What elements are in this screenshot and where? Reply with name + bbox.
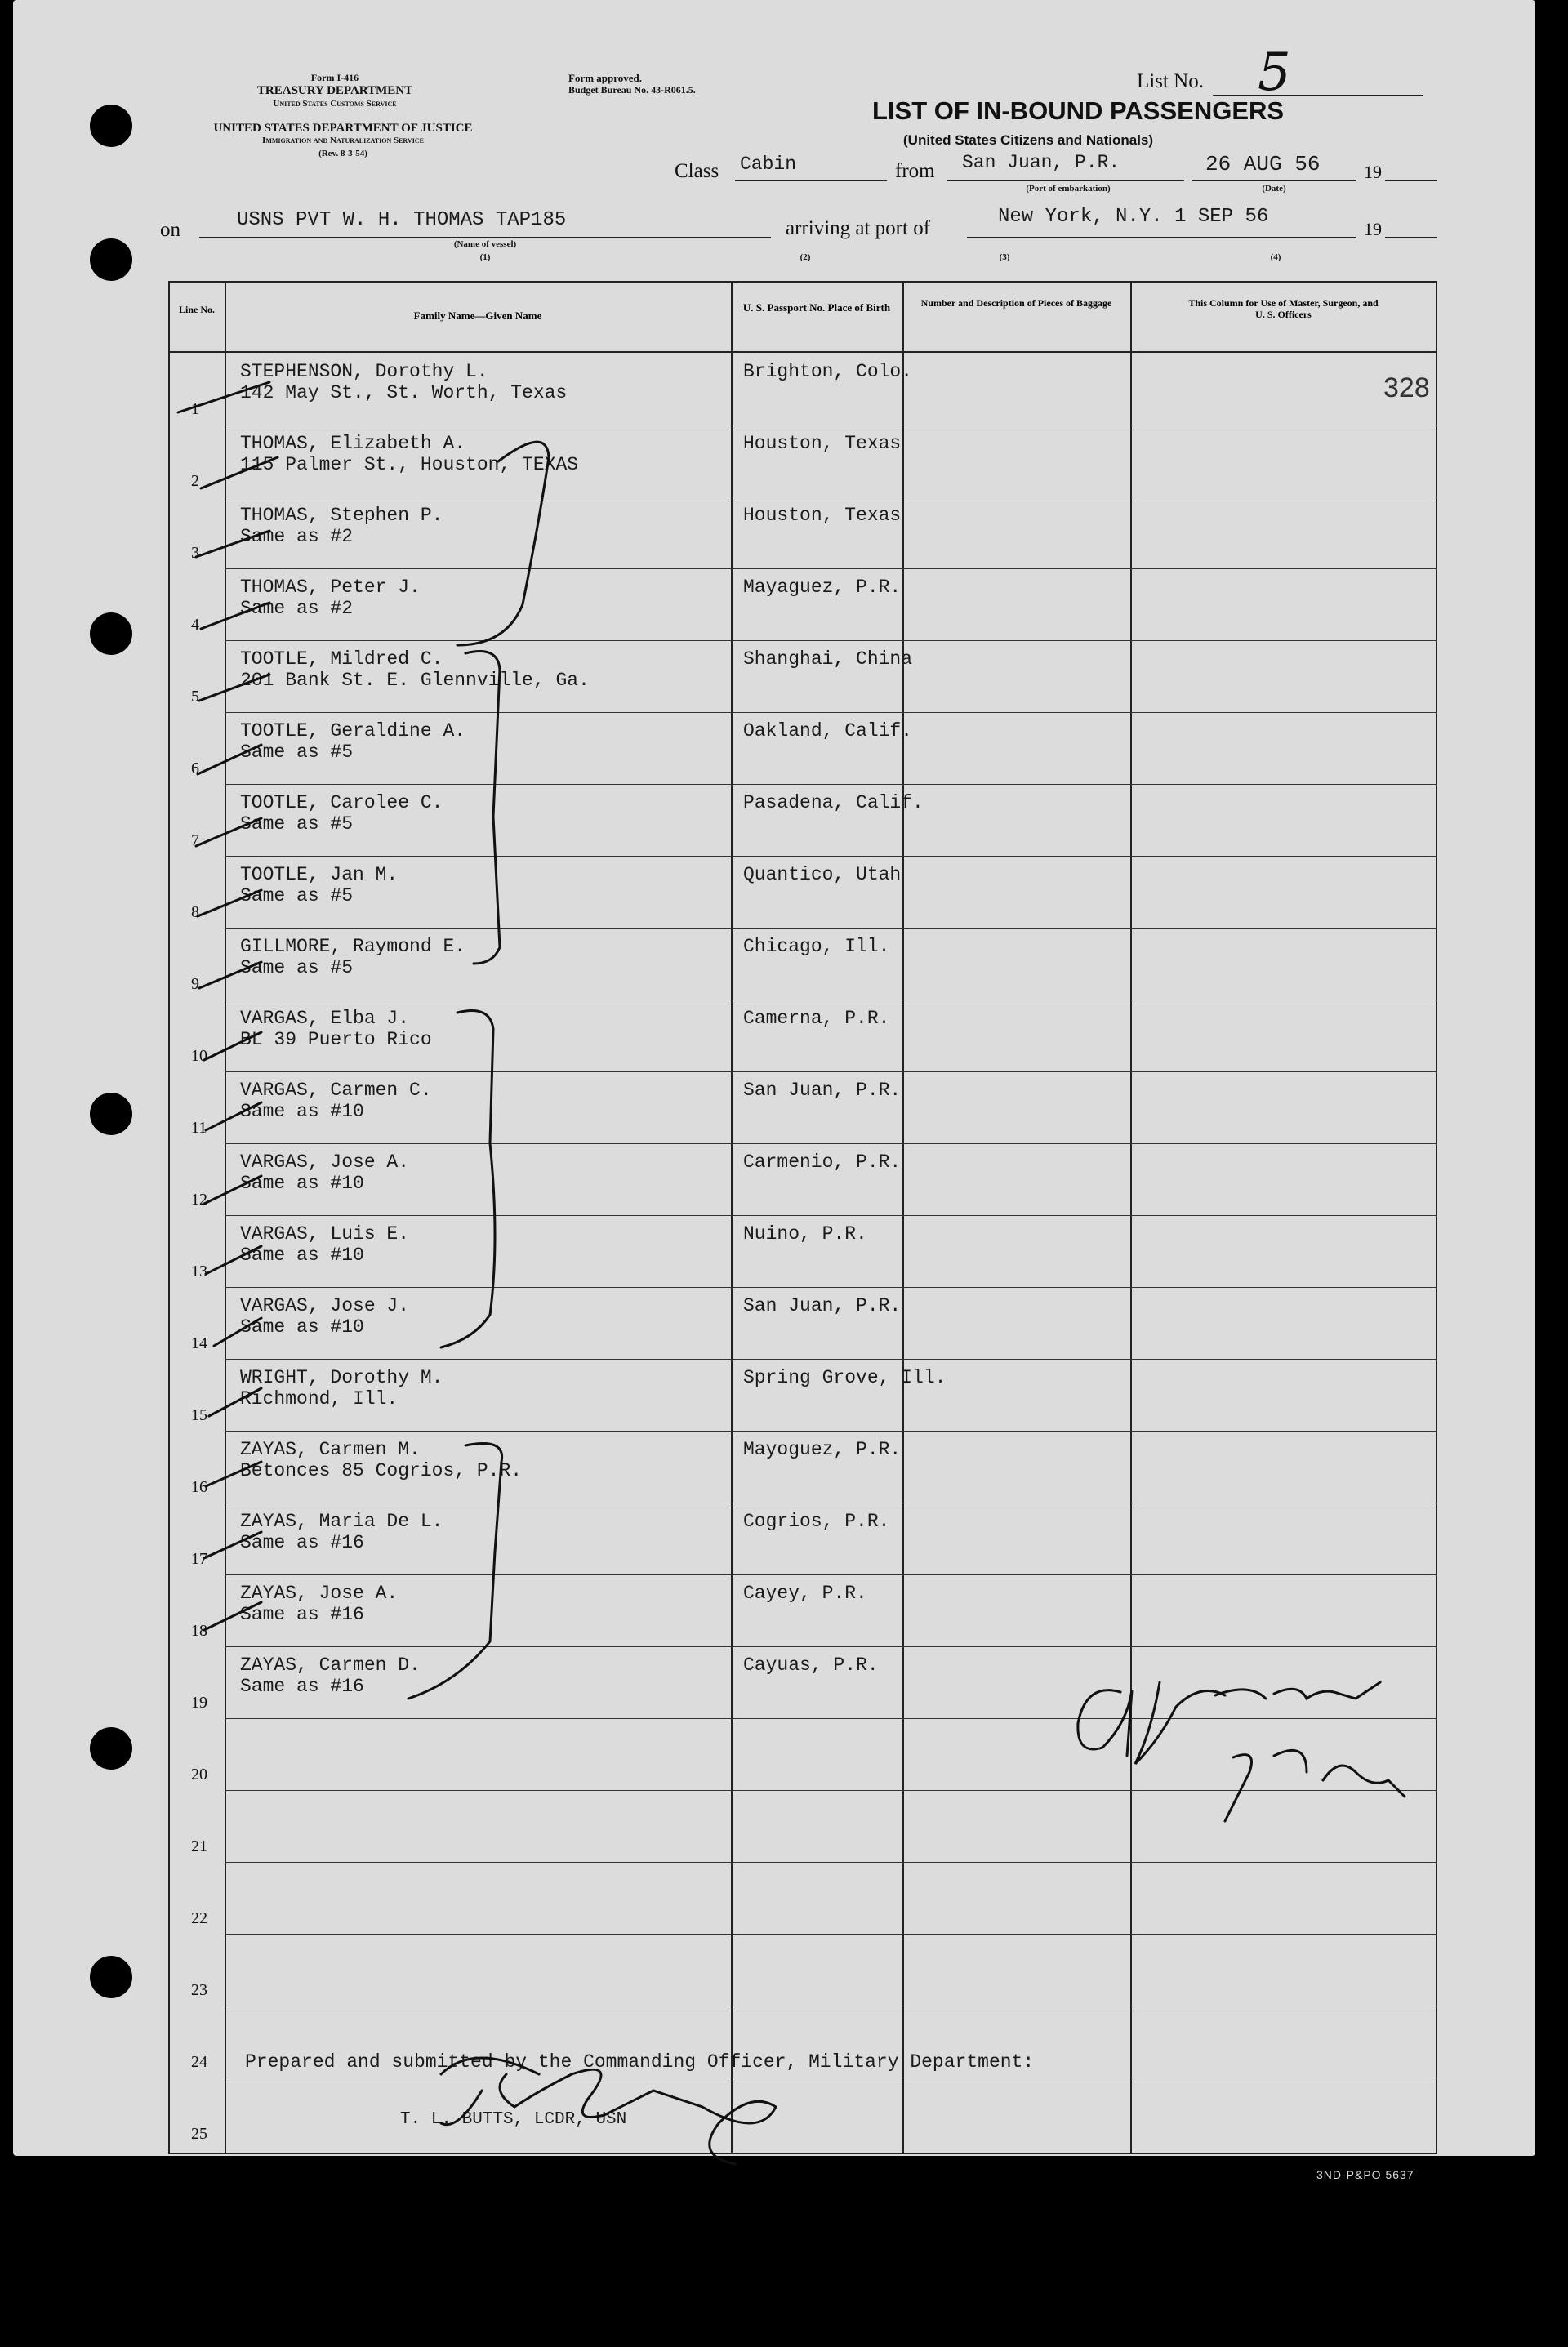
passenger-address: 142 May St., St. Worth, Texas	[240, 382, 568, 403]
col-baggage: Number and Description of Pieces of Baggage	[920, 297, 1112, 309]
passenger-name: ZAYAS, Jose A.	[240, 1583, 399, 1604]
place-of-birth: Quantico, Utah	[743, 864, 902, 885]
line-number: 14	[191, 1334, 207, 1352]
vessel-caption: (Name of vessel)	[453, 239, 517, 249]
year-2: 19	[1364, 219, 1382, 239]
line-number: 11	[191, 1119, 207, 1137]
print-code: 3ND-P&PO 5637	[1316, 2168, 1414, 2181]
port-caption: (Port of embarkation)	[1026, 184, 1111, 194]
passenger-name: STEPHENSON, Dorothy L.	[240, 361, 488, 382]
arrival-port-date: New York, N.Y. 1 SEP 56	[998, 206, 1269, 228]
passenger-name: GILLMORE, Raymond E.	[240, 936, 466, 957]
col3-number: (3)	[999, 252, 1010, 262]
treasury-dept: TREASURY DEPARTMENT	[256, 84, 413, 97]
passenger-address: 201 Bank St. E. Glennville, Ga.	[240, 670, 590, 691]
embark-date: 26 AUG 56	[1205, 152, 1321, 176]
binder-hole	[90, 238, 132, 281]
place-of-birth: Oakland, Calif.	[743, 720, 913, 742]
line-number: 6	[191, 759, 199, 777]
passenger-address: 115 Palmer St., Houston, TEXAS	[240, 454, 579, 475]
place-of-birth: Houston, Texas	[743, 505, 902, 526]
passenger-address: Same as #5	[240, 813, 354, 835]
list-no-label: List No.	[1137, 70, 1204, 92]
passenger-table	[168, 281, 1437, 2154]
port-embarkation: San Juan, P.R.	[962, 152, 1120, 173]
passenger-name: TOOTLE, Carolee C.	[240, 792, 443, 813]
passenger-name: WRIGHT, Dorothy M.	[240, 1367, 443, 1388]
prepared-statement: Prepared and submitted by the Commanding Officer, Military Department:	[245, 2051, 1035, 2073]
on-label: on	[160, 219, 180, 241]
line-number: 5	[191, 688, 199, 706]
line-number: 13	[191, 1263, 207, 1280]
passenger-name: ZAYAS, Carmen M.	[240, 1439, 421, 1460]
arriving-label: arriving at port of	[786, 217, 931, 239]
col-passport: U. S. Passport No. Place of Birth	[742, 301, 891, 314]
line-number: 10	[191, 1047, 207, 1065]
place-of-birth: Shanghai, China	[743, 648, 913, 670]
from-label: from	[895, 160, 935, 182]
place-of-birth: Chicago, Ill.	[743, 936, 890, 957]
passenger-name: VARGAS, Elba J.	[240, 1008, 410, 1029]
line-number: 1	[191, 400, 199, 418]
passenger-address: Same as #5	[240, 742, 354, 763]
passenger-name: VARGAS, Luis E.	[240, 1223, 410, 1245]
passenger-name: VARGAS, Carmen C.	[240, 1080, 432, 1101]
passenger-address: Same as #2	[240, 598, 354, 619]
form-subtitle: (United States Citizens and Nationals)	[903, 132, 1154, 148]
line-number: 12	[191, 1191, 207, 1209]
line-number: 7	[191, 831, 199, 849]
passenger-address: Richmond, Ill.	[240, 1388, 399, 1410]
passenger-name: THOMAS, Stephen P.	[240, 505, 443, 526]
list-no-value: 5	[1258, 42, 1291, 103]
binder-hole	[90, 612, 132, 655]
passenger-name: VARGAS, Jose A.	[240, 1151, 410, 1173]
line-number: 23	[191, 1981, 207, 1999]
passenger-name: THOMAS, Peter J.	[240, 577, 421, 598]
binder-hole	[90, 1956, 132, 1998]
class-value: Cabin	[740, 154, 797, 175]
passenger-address: Same as #2	[240, 526, 354, 547]
vessel-name: USNS PVT W. H. THOMAS TAP185	[237, 209, 567, 231]
passenger-address: Same as #10	[240, 1173, 364, 1194]
line-number: 25	[191, 2125, 207, 2143]
officer-name: T. L. BUTTS, LCDR, USN	[400, 2110, 627, 2129]
binder-hole	[90, 1093, 132, 1135]
line-number: 15	[191, 1406, 207, 1424]
place-of-birth: San Juan, P.R.	[743, 1295, 902, 1316]
passenger-name: ZAYAS, Maria De L.	[240, 1511, 443, 1532]
customs-service: United States Customs Service	[273, 99, 397, 109]
annotation-328: 328	[1383, 372, 1430, 403]
form-title: LIST OF IN-BOUND PASSENGERS	[872, 96, 1285, 125]
binder-hole	[90, 1727, 132, 1770]
line-number: 24	[191, 2053, 207, 2071]
line-number: 20	[191, 1766, 207, 1784]
passenger-address: Same as #5	[240, 885, 354, 906]
place-of-birth: Carmenio, P.R.	[743, 1151, 902, 1173]
place-of-birth: Cayuas, P.R.	[743, 1654, 879, 1676]
passenger-address: Same as #16	[240, 1604, 364, 1625]
justice-dept: UNITED STATES DEPARTMENT OF JUSTICE	[213, 122, 473, 135]
passenger-name: THOMAS, Elizabeth A.	[240, 433, 466, 454]
binder-hole	[90, 105, 132, 147]
passenger-name: ZAYAS, Carmen D.	[240, 1654, 421, 1676]
place-of-birth: Cogrios, P.R.	[743, 1511, 890, 1532]
place-of-birth: Camerna, P.R.	[743, 1008, 890, 1029]
passenger-address: Same as #16	[240, 1676, 364, 1697]
line-number: 16	[191, 1478, 207, 1496]
place-of-birth: Brighton, Colo.	[743, 361, 913, 382]
place-of-birth: Spring Grove, Ill.	[743, 1367, 947, 1388]
passenger-address: Same as #16	[240, 1532, 364, 1553]
place-of-birth: Pasadena, Calif.	[743, 792, 924, 813]
col-name: Family Name—Given Name	[413, 310, 542, 322]
line-number: 17	[191, 1550, 207, 1568]
place-of-birth: Mayoguez, P.R.	[743, 1439, 902, 1460]
place-of-birth: Houston, Texas	[743, 433, 902, 454]
line-number: 21	[191, 1837, 207, 1855]
class-label: Class	[675, 160, 719, 182]
line-number: 19	[191, 1694, 207, 1712]
place-of-birth: Mayaguez, P.R.	[743, 577, 902, 598]
ins-service: Immigration and Naturalization Service	[262, 136, 424, 145]
place-of-birth: San Juan, P.R.	[743, 1080, 902, 1101]
col1-number: (1)	[479, 252, 491, 262]
passenger-address: Betonces 85 Cogrios, P.R.	[240, 1460, 523, 1481]
col-line-no: Line No.	[178, 304, 215, 315]
passenger-address: Same as #5	[240, 957, 354, 978]
form-number: Form I-416	[310, 72, 359, 83]
line-number: 2	[191, 472, 199, 490]
revision: (Rev. 8-3-54)	[318, 149, 368, 158]
passenger-name: TOOTLE, Mildred C.	[240, 648, 443, 670]
place-of-birth: Nuino, P.R.	[743, 1223, 867, 1245]
line-number: 22	[191, 1909, 207, 1927]
col4-number: (4)	[1270, 252, 1281, 262]
line-number: 18	[191, 1622, 207, 1640]
line-number: 4	[191, 616, 199, 634]
date-caption: (Date)	[1262, 184, 1286, 194]
passenger-name: TOOTLE, Jan M.	[240, 864, 399, 885]
budget-bureau: Budget Bureau No. 43-R061.5.	[568, 84, 696, 96]
passenger-address: Same as #10	[240, 1245, 364, 1266]
form-approved: Form approved.	[568, 72, 643, 84]
passenger-address: BL 39 Puerto Rico	[240, 1029, 432, 1050]
passenger-address: Same as #10	[240, 1101, 364, 1122]
passenger-address: Same as #10	[240, 1316, 364, 1338]
col2-number: (2)	[800, 252, 811, 262]
line-number: 3	[191, 544, 199, 562]
line-number: 9	[191, 975, 199, 993]
passenger-name: TOOTLE, Geraldine A.	[240, 720, 466, 742]
passenger-name: VARGAS, Jose J.	[240, 1295, 410, 1316]
col-officers: This Column for Use of Master, Surgeon, and U. S. Officers	[1188, 297, 1379, 320]
year-1: 19	[1364, 162, 1382, 182]
line-number: 8	[191, 903, 199, 921]
place-of-birth: Cayey, P.R.	[743, 1583, 867, 1604]
